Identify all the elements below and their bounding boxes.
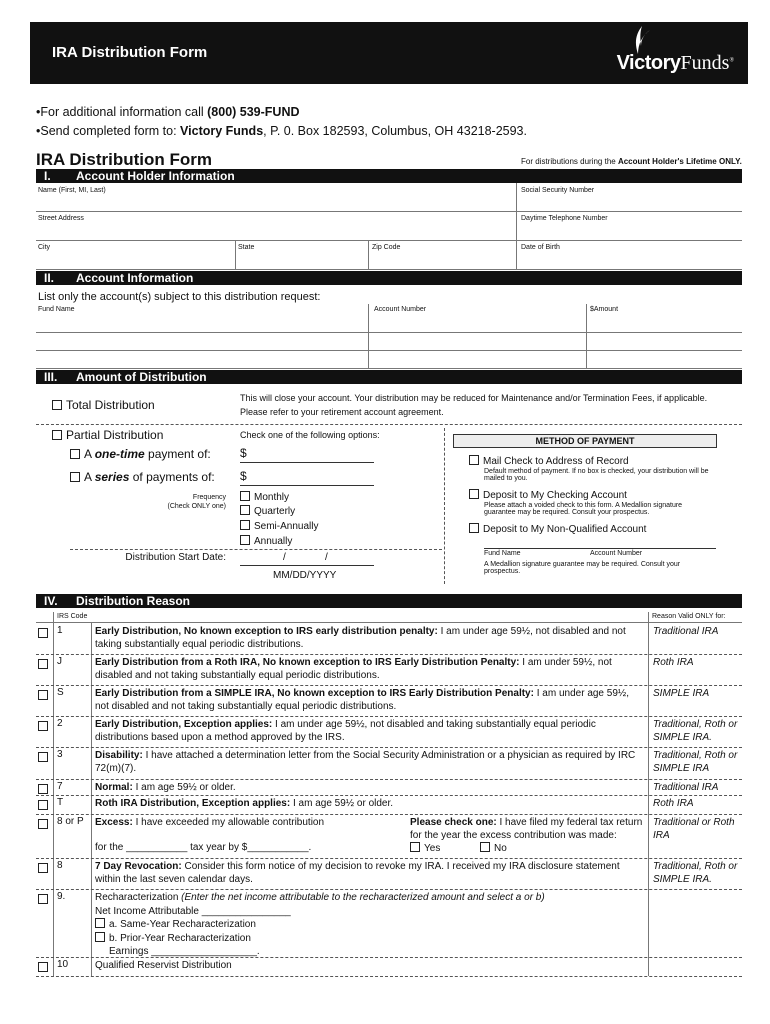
freq-monthly[interactable]: Monthly <box>240 491 289 503</box>
reason-checkbox[interactable] <box>38 659 48 669</box>
nonqualified-option[interactable]: Deposit to My Non-Qualified Account <box>469 523 646 535</box>
header-bar <box>30 22 748 84</box>
reason-checkbox[interactable] <box>38 819 48 829</box>
checkbox[interactable] <box>469 455 479 465</box>
one-time-payment-option[interactable]: A one-time payment of: <box>70 447 211 461</box>
series-payment-option[interactable]: A series of payments of: <box>70 470 215 484</box>
checkbox[interactable] <box>480 842 490 852</box>
date-slash-1: / <box>283 552 286 563</box>
check-one-label: Check one of the following options: <box>240 430 380 440</box>
reason-checkbox[interactable] <box>38 962 48 972</box>
reason-checkbox[interactable] <box>38 863 48 873</box>
series-dollar: $ <box>240 469 247 483</box>
row-divider <box>36 814 742 815</box>
zip-field-label: Zip Code <box>372 244 401 251</box>
info-line-phone: •For additional information call (800) 539-FUND <box>36 105 300 119</box>
reason-text: Excess: I have exceeded my allowable contribution <box>95 817 325 828</box>
reason-valid-for: Traditional IRA <box>653 782 719 793</box>
excess-yes-option[interactable]: Yes <box>410 842 440 854</box>
street-field-label: Street Address <box>38 215 84 222</box>
checkbox[interactable] <box>240 491 250 501</box>
total-distribution-option[interactable]: Total Distribution <box>52 398 155 412</box>
mail-check-note: Default method of payment. If no box is checked, your distribution will be mailed to you. <box>484 468 709 482</box>
partial-distribution-option[interactable]: Partial Distribution <box>52 428 163 442</box>
irs-code-label: IRS Code <box>57 613 88 620</box>
reason-checkbox[interactable] <box>38 721 48 731</box>
reason-checkbox[interactable] <box>38 752 48 762</box>
check-only-one-label: (Check ONLY one) <box>167 503 226 510</box>
header-title: IRA Distribution Form <box>52 44 208 61</box>
reason-text: Normal: I am age 59½ or older. <box>95 782 236 793</box>
one-time-dollar: $ <box>240 446 247 460</box>
recharacterization-text: Recharacterization (Enter the net income attributable to the recharacterized amount and select a or b) Net Income Attributable ________________ a. Same-Year Recharacterization b. Prior-Year Recharacterization Earnings ___________________. <box>95 892 545 957</box>
row-divider <box>36 795 742 796</box>
reason-code: 8 <box>57 860 63 871</box>
ssn-field-label: Social Security Number <box>521 187 595 194</box>
row-divider <box>36 858 742 859</box>
checkbox[interactable] <box>469 523 479 533</box>
reason-valid-for: Traditional, Roth or SIMPLE IRA <box>653 750 738 774</box>
checkbox[interactable] <box>240 520 250 530</box>
reason-valid-for: Traditional or Roth IRA <box>653 817 735 841</box>
reason-code: T <box>57 797 64 808</box>
checkbox[interactable] <box>95 932 105 942</box>
start-date-label: Distribution Start Date: <box>125 552 226 563</box>
checkbox[interactable] <box>52 400 62 410</box>
name-field-label: Name (First, MI, Last) <box>38 187 106 194</box>
reason-code: S <box>57 687 64 698</box>
row-divider <box>36 716 742 717</box>
checkbox[interactable] <box>70 449 80 459</box>
frequency-label: Frequency <box>192 494 226 501</box>
reason-text: 7 Day Revocation: Consider this form notice of my decision to revoke my IRA. I received my IRA disclosure statement within the last seven calendar days. <box>95 861 620 885</box>
row-divider <box>36 747 742 748</box>
amount-col: $Amount <box>590 306 619 313</box>
reason-checkbox[interactable] <box>38 628 48 638</box>
lifetime-note: For distributions during the Account Holder's Lifetime ONLY. <box>521 157 742 166</box>
row-divider <box>36 779 742 780</box>
checkbox[interactable] <box>95 918 105 928</box>
reason-valid-for: Traditional, Roth or SIMPLE IRA. <box>653 861 738 885</box>
checkbox[interactable] <box>52 430 62 440</box>
checkbox[interactable] <box>240 535 250 545</box>
row-divider <box>36 685 742 686</box>
checkbox[interactable] <box>410 842 420 852</box>
reason-code: 1 <box>57 625 63 636</box>
reason-valid-for: Roth IRA <box>653 798 694 809</box>
reason-code: 7 <box>57 781 63 792</box>
freq-quarterly[interactable]: Quarterly <box>240 505 295 517</box>
dob-field-label: Date of Birth <box>521 244 560 251</box>
checking-option[interactable]: Deposit to My Checking Account <box>469 489 627 501</box>
state-field-label: State <box>238 244 255 251</box>
reason-valid-for: Traditional, Roth or SIMPLE IRA. <box>653 719 738 743</box>
date-slash-2: / <box>325 552 328 563</box>
checkbox[interactable] <box>469 489 479 499</box>
reason-text: Roth IRA Distribution, Exception applies: I am age 59½ or older. <box>95 798 394 809</box>
reason-valid-for: SIMPLE IRA <box>653 688 710 699</box>
row-divider <box>36 957 742 958</box>
nonqualified-note: A Medallion signature guarantee may be required. Consult your prospectus. <box>484 561 681 575</box>
row-divider <box>36 976 742 977</box>
valid-for-label: Reason Valid ONLY for: <box>652 613 726 620</box>
reason-checkbox[interactable] <box>38 800 48 810</box>
reason-text: Early Distribution from a SIMPLE IRA, No known exception to IRS Early Distribution Penalty: I am under age 59½, not disabled and not taking substantially equal periodic distributions. <box>95 688 630 712</box>
reason-text: Early Distribution from a Roth IRA, No known exception to IRS Early Distribution Penalty: I am under 59½, not disabled and not taking substantially equal periodic distributions. <box>95 657 612 681</box>
reason-checkbox[interactable] <box>38 784 48 794</box>
total-distribution-note: This will close your account. Your distribution may be reduced for Maintenance and/or Termination Fees, if applicable. Please refer to your retirement account agreement. <box>240 393 708 417</box>
account-instruction: List only the account(s) subject to this distribution request: <box>38 291 321 303</box>
method-of-payment-title: METHOD OF PAYMENT <box>453 434 717 448</box>
section-4-header: IV. Distribution Reason <box>36 594 742 608</box>
excess-tax-year: for the ___________ tax year by $___________. <box>95 842 312 853</box>
victory-funds-logo: VictoryFunds® <box>616 52 734 74</box>
reason-code: 9. <box>57 891 66 902</box>
mail-check-option[interactable]: Mail Check to Address of Record <box>469 455 629 467</box>
reason-code: 3 <box>57 749 63 760</box>
checking-note: Please attach a voided check to this form. A Medallion signature guarantee may be required. Consult your prospectus. <box>484 502 683 516</box>
reason-text: Early Distribution, Exception applies: I am under age 59½, not disabled and taking substantially equal periodic distributions based upon a method approved by the IRS. <box>95 719 596 743</box>
row-divider <box>36 889 742 890</box>
form-title: IRA Distribution Form <box>36 150 212 169</box>
reason-checkbox[interactable] <box>38 690 48 700</box>
reason-text: Early Distribution, No known exception to IRS early distribution penalty: I am under age 59½, not disabled and not taking substantially equal periodic distributions. <box>95 626 626 650</box>
account-number-col: Account Number <box>374 306 427 313</box>
reason-text: Disability: I have attached a determination letter from the Social Security Administration or a physician as required by IRC 72(m)(7). <box>95 750 636 774</box>
section-3-header: III. Amount of Distribution <box>36 370 742 384</box>
payment-account-number: Account Number <box>590 550 643 557</box>
reason-code: 10 <box>57 959 69 970</box>
row-divider <box>36 654 742 655</box>
reason-text: Qualified Reservist Distribution <box>95 960 232 971</box>
fund-name-col: Fund Name <box>38 306 75 313</box>
checkbox[interactable] <box>240 505 250 515</box>
reason-code: J <box>57 656 62 667</box>
info-line-address: •Send completed form to: Victory Funds, P. 0. Box 182593, Columbus, OH 43218-2593. <box>36 124 527 138</box>
section-2-header: II. Account Information <box>36 271 742 285</box>
reason-code: 8 or P <box>57 816 84 827</box>
phone-field-label: Daytime Telephone Number <box>521 215 608 222</box>
payment-fund-name: Fund Name <box>484 550 521 557</box>
checkbox[interactable] <box>70 472 80 482</box>
reason-valid-for: Traditional IRA <box>653 626 719 637</box>
date-format: MM/DD/YYYY <box>273 570 337 581</box>
reason-checkbox[interactable] <box>38 894 48 904</box>
excess-check-note: Please check one: I have filed my federal tax return for the year the excess contribution was made: <box>410 817 643 841</box>
excess-no-option[interactable]: No <box>480 842 507 854</box>
freq-annually[interactable]: Annually <box>240 535 292 547</box>
section-1-header: I. Account Holder Information <box>36 169 742 183</box>
city-field-label: City <box>38 244 51 251</box>
reason-code: 2 <box>57 718 63 729</box>
freq-semi-annually[interactable]: Semi-Annually <box>240 520 318 532</box>
reason-valid-for: Roth IRA <box>653 657 694 668</box>
